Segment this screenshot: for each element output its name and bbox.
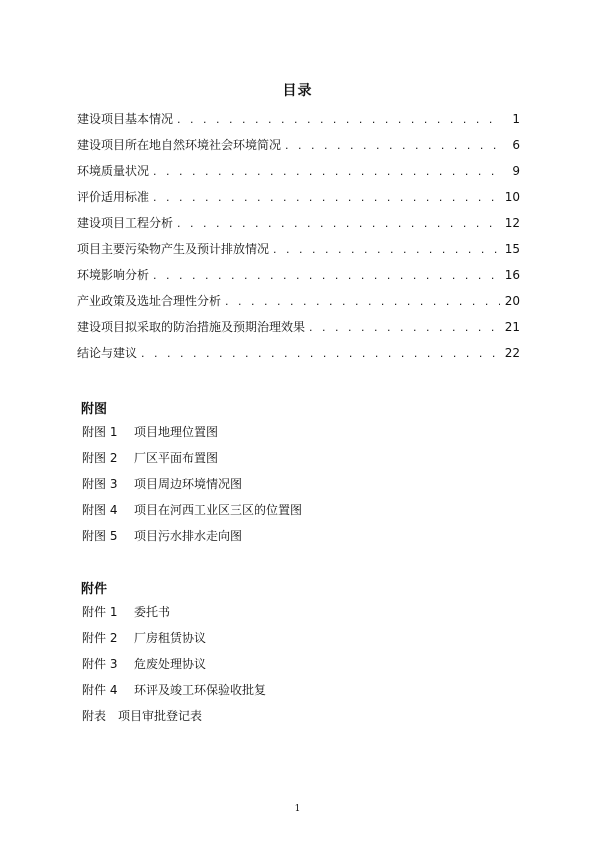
attachment-item [82,676,266,702]
toc-entry-page: 21 [504,320,520,334]
figure-number: 附图 2 [82,450,118,465]
toc-entry-page: 12 [504,216,520,230]
toc-entry[interactable] [77,266,520,292]
attachment-label: 委托书 [134,604,171,619]
figure-label: 项目周边环境情况图 [134,476,243,491]
attachment-number: 附件 4 [82,682,118,697]
toc-entry-label: 建设项目所在地自然环境社会环境简况 [77,138,282,152]
figure-number: 附图 4 [82,502,118,517]
toc-entry-label: 项目主要污染物产生及预计排放情况 [77,242,270,256]
toc-entry[interactable] [77,136,520,162]
toc-entry[interactable] [77,110,520,136]
figure-number: 附图 3 [82,476,118,491]
attachment-number: 附件 1 [82,604,118,619]
toc-entry-label: 结论与建议 [77,346,138,360]
attachment-label: 项目审批登记表 [118,708,203,723]
figure-number: 附图 1 [82,424,118,439]
toc-entry-page: 20 [504,294,520,308]
attachment-label: 厂房租赁协议 [134,630,207,645]
toc-leader-dots [153,165,500,178]
toc-entry-page: 15 [504,242,520,256]
attachment-label: 危废处理协议 [134,656,207,671]
figures-heading: 附图 [81,402,108,417]
toc-leader-dots [225,295,500,308]
toc-entry[interactable] [77,214,520,240]
toc-leader-dots [153,269,500,282]
toc-leader-dots [309,321,500,334]
attachment-number: 附件 2 [82,630,118,645]
figure-item [82,522,302,548]
figure-label: 项目污水排水走向图 [134,528,243,543]
attachments-list [82,598,266,728]
toc-entry-page: 6 [512,138,520,152]
page-number: 1 [294,804,301,814]
toc-leader-dots [141,347,500,360]
toc-entry-page: 9 [512,164,520,178]
attachment-number: 附件 3 [82,656,118,671]
toc-entry[interactable] [77,188,520,214]
toc-leader-dots [153,191,500,204]
toc-entry[interactable] [77,240,520,266]
figure-item [82,444,302,470]
toc-leader-dots [177,217,500,230]
figure-label: 项目在河西工业区三区的位置图 [134,502,303,517]
toc-leader-dots [273,243,500,256]
toc-entry-page: 22 [504,346,520,360]
attachment-label: 环评及竣工环保验收批复 [134,682,267,697]
figure-item [82,496,302,522]
toc-entry[interactable] [77,318,520,344]
attachment-item [82,702,266,728]
toc-entry-page: 1 [512,112,520,126]
toc-entry-label: 环境影响分析 [77,268,150,282]
figure-label: 项目地理位置图 [134,424,219,439]
attachment-item [82,598,266,624]
toc-entry-label: 产业政策及选址合理性分析 [77,294,222,308]
toc-entry-label: 建设项目基本情况 [77,112,174,126]
toc-entry-label: 建设项目拟采取的防治措施及预期治理效果 [77,320,306,334]
attachment-item [82,650,266,676]
toc-leader-dots [177,113,500,126]
toc-entry-label: 评价适用标准 [77,190,150,204]
toc-title: 目录 [282,83,313,99]
toc-leader-dots [285,139,500,152]
toc-entry[interactable] [77,162,520,188]
toc-entry[interactable] [77,292,520,318]
attachments-heading: 附件 [81,582,108,597]
toc-entry[interactable] [77,344,520,370]
figures-list [82,418,302,548]
toc-entry-label: 建设项目工程分析 [77,216,174,230]
figure-item [82,470,302,496]
figure-number: 附图 5 [82,528,118,543]
toc-entry-label: 环境质量状况 [77,164,150,178]
attachment-item [82,624,266,650]
attachment-number: 附表 [82,708,107,723]
figure-label: 厂区平面布置图 [134,450,219,465]
toc-entry-page: 16 [504,268,520,282]
table-of-contents [77,110,520,370]
figure-item [82,418,302,444]
toc-entry-page: 10 [504,190,520,204]
